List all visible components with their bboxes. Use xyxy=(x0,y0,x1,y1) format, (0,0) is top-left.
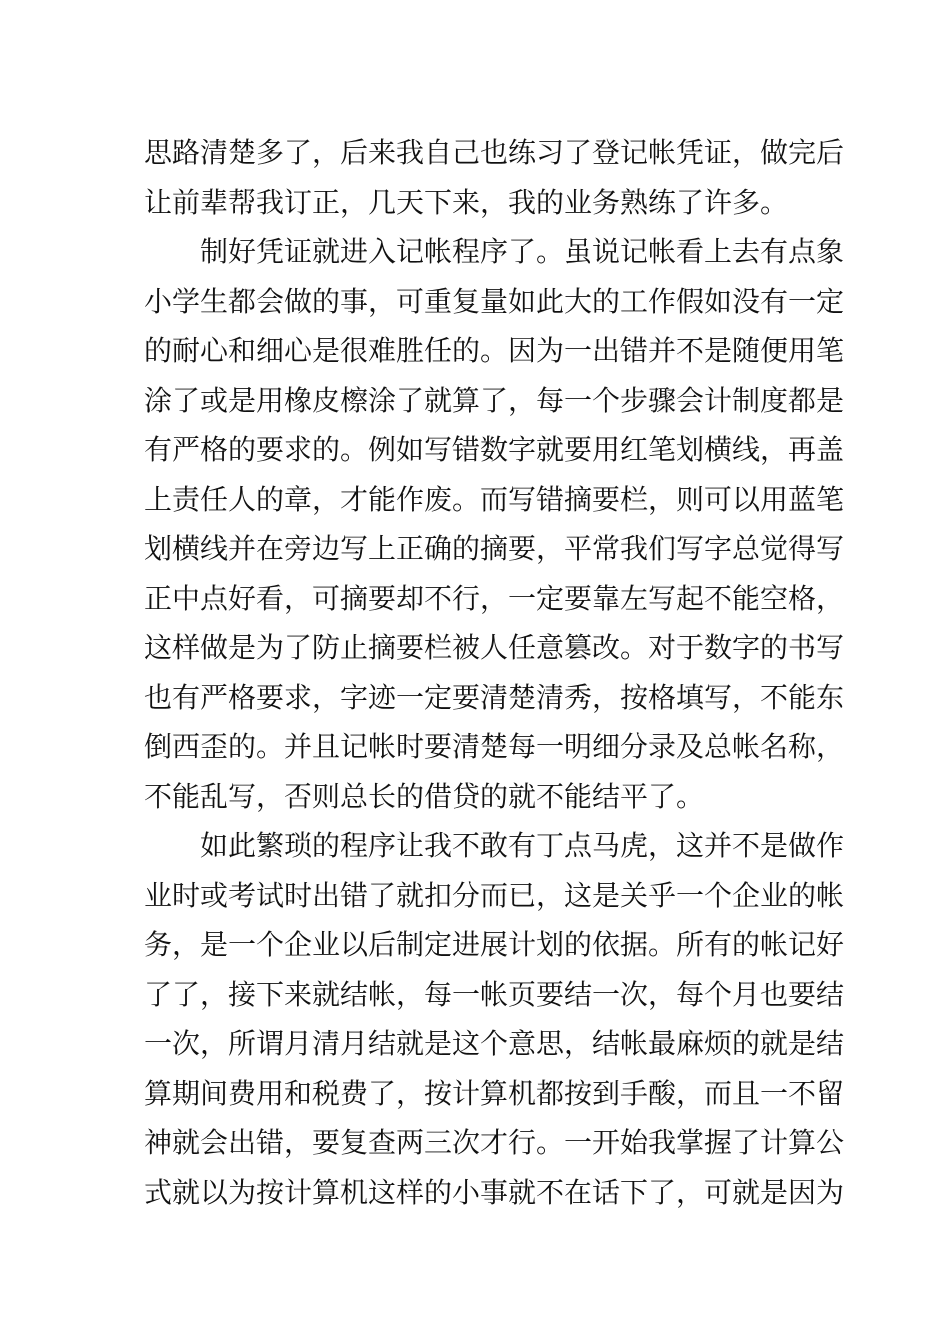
text-line: 如此繁琐的程序让我不敢有丁点马虎，这并不是做作 xyxy=(144,829,845,862)
text-line: 务，是一个企业以后制定进展计划的依据。所有的帐记好 xyxy=(144,928,845,961)
text-line: 制好凭证就进入记帐程序了。虽说记帐看上去有点象 xyxy=(144,235,845,268)
text-line: 也有严格要求，字迹一定要清楚清秀，按格填写，不能东 xyxy=(144,680,845,714)
text-line: 涂了或是用橡皮檫涂了就算了，每一个步骤会计制度都是 xyxy=(144,383,845,417)
text-line: 业时或考试时出错了就扣分而已，这是关乎一个企业的帐 xyxy=(144,878,845,912)
text-line: 的耐心和细心是很难胜任的。因为一出错并不是随便用笔 xyxy=(144,334,845,367)
text-line: 正中点好看，可摘要却不行，一定要靠左写起不能空格， xyxy=(144,581,845,615)
body-text xyxy=(144,128,845,1217)
text-line: 上责任人的章，才能作废。而写错摘要栏，则可以用蓝笔 xyxy=(144,482,845,516)
text-line: 倒西歪的。并且记帐时要清楚每一明细分录及总帐名称， xyxy=(144,730,845,763)
text-line: 一次，所谓月清月结就是这个意思，结帐最麻烦的就是结 xyxy=(144,1027,845,1060)
text-line: 小学生都会做的事，可重复量如此大的工作假如没有一定 xyxy=(144,284,845,318)
text-line: 算期间费用和税费了，按计算机都按到手酸，而且一不留 xyxy=(144,1076,845,1110)
text-line: 式就以为按计算机这样的小事就不在话下了，可就是因为 xyxy=(144,1175,845,1209)
text-line: 了了，接下来就结帐，每一帐页要结一次，每个月也要结 xyxy=(144,977,845,1011)
text-line: 让前辈帮我订正，几天下来，我的业务熟练了许多。 xyxy=(144,185,789,219)
text-line: 这样做是为了防止摘要栏被人任意篡改。对于数字的书写 xyxy=(144,631,845,664)
text-line: 有严格的要求的。例如写错数字就要用红笔划横线，再盖 xyxy=(144,433,845,466)
text-line: 神就会出错，要复查两三次才行。一开始我掌握了计算公 xyxy=(144,1126,845,1159)
text-line: 划横线并在旁边写上正确的摘要，平常我们写字总觉得写 xyxy=(144,532,845,565)
text-line: 不能乱写，否则总长的借贷的就不能结平了。 xyxy=(144,779,705,813)
text-line: 思路清楚多了，后来我自己也练习了登记帐凭证，做完后 xyxy=(144,136,845,169)
